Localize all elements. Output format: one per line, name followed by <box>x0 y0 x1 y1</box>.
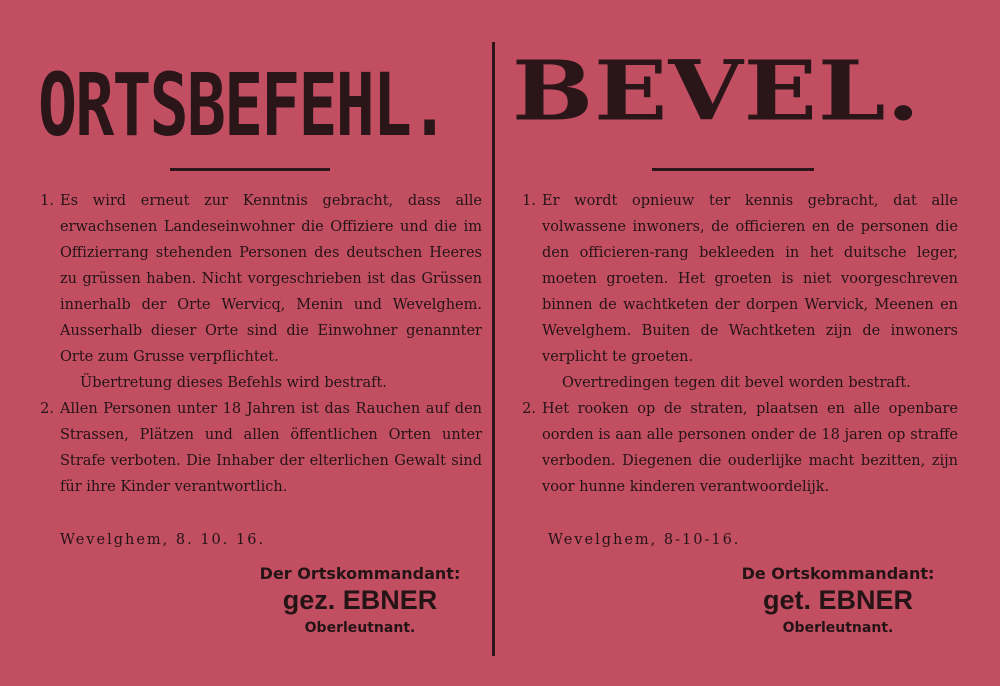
dutch-item-2 <box>512 396 958 500</box>
german-column <box>30 40 482 636</box>
dutch-item-1-text: Er wordt opnieuw ter kennis gebracht, dat alle volwassene inwoners, de officieren en de personen die den officieren-rang bekleeden in het duitsche leger, moeten groeten. Het groeten is niet voorgeschreven binnen de wachtketen der dorpen Wervick, Meenen en Wevelghem. Buiten de Wachtketen zijn de inwoners verplicht te groeten. <box>542 193 958 365</box>
german-signature-title: Der Ortskommandant: <box>259 564 461 583</box>
german-item-1-text: Es wird erneut zur Kenntnis gebracht, dass alle erwachsenen Landeseinwohner die Offiziere und die im Offizierrang stehenden Personen des deutschen Heeres zu grüssen haben. Nicht vorgeschrieben ist das Grüssen innerhalb der Orte Wervicq, Menin und Wevelghem. Ausserhalb dieser Orte sind die Einwohner genannter Orte zum Grusse verpflichtet. <box>60 193 482 365</box>
german-item-1 <box>30 188 482 370</box>
dutch-column <box>512 40 958 636</box>
dutch-signature <box>728 564 948 636</box>
german-title: ORTSBEFEHL. <box>38 54 448 156</box>
german-body <box>30 188 482 500</box>
dutch-place-date: Wevelghem, 8-10-16. <box>548 532 741 548</box>
dutch-item-2-text: Het rooken op de straten, plaatsen en alle openbare oorden is aan alle personen onder de 18 jaren op straffe verboden. Diegenen die ouderlijke macht bezitten, zijn voor hunne kinderen verantwoordelijk. <box>542 401 958 495</box>
dutch-title-rule <box>652 168 814 171</box>
german-signature <box>250 564 470 636</box>
dutch-signature-rank: Oberleutnant. <box>782 620 894 636</box>
german-item-2-text: Allen Personen unter 18 Jahren ist das Rauchen auf den Strassen, Plätzen und allen öffentlichen Orten unter Strafe verboten. Die Inhaber der elterlichen Gewalt sind für ihre Kinder verantwortlich. <box>60 401 482 495</box>
german-place-date: Wevelghem, 8. 10. 16. <box>60 532 266 548</box>
german-title-rule <box>170 168 330 171</box>
dutch-item-2-number: 2. <box>522 401 536 417</box>
german-penalty-note: Übertretung dieses Befehls wird bestraft. <box>80 375 387 391</box>
german-signature-name: gez. EBNER <box>282 585 438 615</box>
dutch-signature-title: De Ortskommandant: <box>741 564 935 583</box>
german-item-1-number: 1. <box>40 193 54 209</box>
column-divider <box>492 42 495 656</box>
dutch-body <box>512 188 958 500</box>
dutch-title: BEVEL. <box>512 42 921 140</box>
german-signature-rank: Oberleutnant. <box>304 620 416 636</box>
dutch-item-1 <box>512 188 958 370</box>
german-item-2 <box>30 396 482 500</box>
german-item-2-number: 2. <box>40 401 54 417</box>
dutch-item-1-number: 1. <box>522 193 536 209</box>
dutch-penalty-note: Overtredingen tegen dit bevel worden bestraft. <box>562 375 911 391</box>
dutch-signature-name: get. EBNER <box>762 585 914 615</box>
